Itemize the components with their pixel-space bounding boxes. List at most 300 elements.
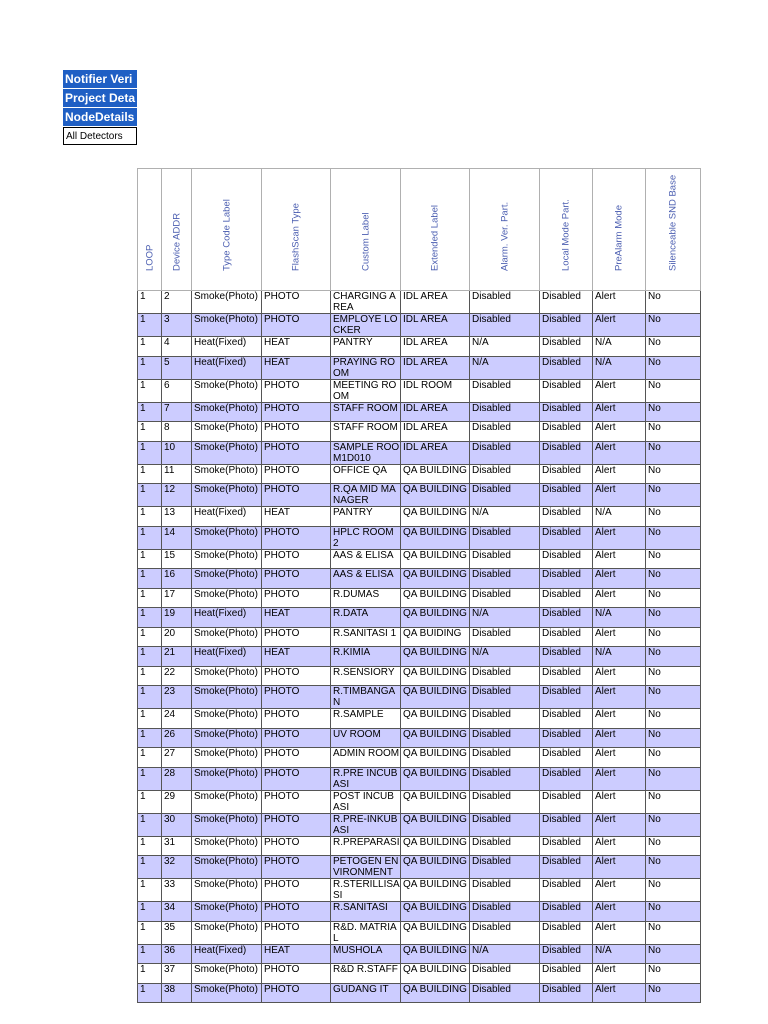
table-cell: N/A (593, 944, 646, 964)
table-cell: No (646, 549, 701, 569)
table-cell: R.PREPARASI (331, 836, 401, 856)
table-cell: Disabled (540, 526, 593, 549)
column-header (331, 169, 401, 291)
table-cell: Smoke(Photo) (192, 748, 262, 768)
table-cell: No (646, 337, 701, 357)
table-cell: Alert (593, 666, 646, 686)
column-header-label: FlashScan Type (290, 203, 302, 271)
table-cell: PANTRY (331, 507, 401, 527)
table-cell: 12 (162, 484, 192, 507)
table-cell: QA BUILDING (401, 728, 470, 748)
table-row (138, 291, 701, 314)
table-cell: No (646, 983, 701, 1003)
table-cell: HEAT (262, 356, 331, 379)
table-cell: No (646, 507, 701, 527)
table-cell: 1 (138, 464, 162, 484)
table-row (138, 647, 701, 667)
table-cell: Disabled (470, 569, 540, 589)
table-cell: 15 (162, 549, 192, 569)
table-cell: PHOTO (262, 441, 331, 464)
table-cell: R.DUMAS (331, 588, 401, 608)
column-header (162, 169, 192, 291)
table-cell: 1 (138, 666, 162, 686)
table-cell: PHOTO (262, 709, 331, 729)
column-header-label: Silenceable SND Base (667, 174, 679, 271)
table-cell: Heat(Fixed) (192, 647, 262, 667)
table-cell: IDL AREA (401, 402, 470, 422)
table-cell: QA BUILDING (401, 921, 470, 944)
table-cell: IDL AREA (401, 291, 470, 314)
table-row (138, 526, 701, 549)
table-row (138, 441, 701, 464)
table-row (138, 666, 701, 686)
table-row (138, 790, 701, 813)
table-cell: No (646, 813, 701, 836)
table-cell: Alert (593, 748, 646, 768)
table-cell: No (646, 379, 701, 402)
table-header-row (138, 169, 701, 291)
table-cell: Alert (593, 964, 646, 984)
table-cell: EMPLOYE LOCKER (331, 314, 401, 337)
table-cell: No (646, 836, 701, 856)
table-cell: Smoke(Photo) (192, 484, 262, 507)
table-cell: PHOTO (262, 314, 331, 337)
table-cell: Disabled (470, 790, 540, 813)
table-cell: IDL AREA (401, 356, 470, 379)
table-cell: 1 (138, 314, 162, 337)
table-cell: Alert (593, 813, 646, 836)
table-cell: Disabled (470, 549, 540, 569)
table-cell: Alert (593, 549, 646, 569)
table-row (138, 902, 701, 922)
table-cell: PHOTO (262, 379, 331, 402)
column-header-label: PreAlarm Mode (613, 205, 625, 271)
table-cell: 1 (138, 441, 162, 464)
table-row (138, 767, 701, 790)
table-cell: 1 (138, 728, 162, 748)
table-cell: 1 (138, 748, 162, 768)
table-cell: QA BUILDING (401, 767, 470, 790)
table-cell: QA BUILDING (401, 944, 470, 964)
table-cell: 17 (162, 588, 192, 608)
table-body (138, 291, 701, 1003)
table-cell: No (646, 402, 701, 422)
table-cell: No (646, 790, 701, 813)
table-cell: R.SANITASI (331, 902, 401, 922)
table-cell: Alert (593, 767, 646, 790)
table-row (138, 964, 701, 984)
table-cell: Smoke(Photo) (192, 709, 262, 729)
table-cell: Alert (593, 569, 646, 589)
table-cell: 1 (138, 921, 162, 944)
table-cell: 5 (162, 356, 192, 379)
table-row (138, 813, 701, 836)
table-cell: Alert (593, 379, 646, 402)
table-cell: QA BUILDING (401, 608, 470, 628)
table-cell: GUDANG IT (331, 983, 401, 1003)
table-cell: Disabled (470, 836, 540, 856)
table-cell: QA BUILDING (401, 569, 470, 589)
table-row (138, 627, 701, 647)
table-row (138, 337, 701, 357)
table-cell: N/A (593, 356, 646, 379)
table-cell: QA BUILDING (401, 588, 470, 608)
table-cell: N/A (593, 507, 646, 527)
table-cell: 1 (138, 608, 162, 628)
table-cell: Disabled (540, 728, 593, 748)
table-cell: R.PRE INCUBASI (331, 767, 401, 790)
table-cell: Disabled (540, 964, 593, 984)
table-row (138, 549, 701, 569)
column-header-label: Custom Label (360, 212, 371, 271)
table-cell: STAFF ROOM (331, 402, 401, 422)
table-cell: R.PRE-INKUBASI (331, 813, 401, 836)
table-cell: R.SANITASI 1 (331, 627, 401, 647)
column-header (192, 169, 262, 291)
table-cell: Disabled (540, 422, 593, 442)
table-cell: OFFICE QA (331, 464, 401, 484)
column-header-label: Local Mode Part. (560, 199, 572, 271)
table-row (138, 879, 701, 902)
table-cell: 7 (162, 402, 192, 422)
table-cell: Disabled (540, 767, 593, 790)
table-cell: PHOTO (262, 526, 331, 549)
tab-node-details[interactable]: NodeDetails (63, 108, 137, 126)
table-cell: Alert (593, 902, 646, 922)
table-cell: 1 (138, 856, 162, 879)
table-cell: R.QA MID MANAGER (331, 484, 401, 507)
table-row (138, 856, 701, 879)
table-cell: No (646, 526, 701, 549)
table-cell: HPLC ROOM 2 (331, 526, 401, 549)
column-header (540, 169, 593, 291)
table-cell: 1 (138, 356, 162, 379)
table-cell: 26 (162, 728, 192, 748)
table-cell: PHOTO (262, 748, 331, 768)
table-cell: QA BUILDING (401, 813, 470, 836)
table-cell: No (646, 569, 701, 589)
table-cell: Disabled (470, 441, 540, 464)
table-cell: Disabled (540, 314, 593, 337)
table-cell: Disabled (540, 337, 593, 357)
table-cell: IDL ROOM (401, 379, 470, 402)
table-cell: No (646, 588, 701, 608)
table-cell: Alert (593, 856, 646, 879)
table-cell: PHOTO (262, 549, 331, 569)
column-header-label: Type Code Label (221, 199, 232, 271)
table-cell: Disabled (540, 356, 593, 379)
table-cell: 23 (162, 686, 192, 709)
table-cell: 13 (162, 507, 192, 527)
table-cell: 24 (162, 709, 192, 729)
table-cell: PHOTO (262, 291, 331, 314)
table-cell: Smoke(Photo) (192, 314, 262, 337)
table-row (138, 569, 701, 589)
table-cell: HEAT (262, 337, 331, 357)
table-cell: PHOTO (262, 836, 331, 856)
table-cell: R.STERILLISASI (331, 879, 401, 902)
table-cell: Alert (593, 588, 646, 608)
table-cell: QA BUILDING (401, 709, 470, 729)
table-cell: QA BUIDING (401, 627, 470, 647)
table-cell: N/A (470, 647, 540, 667)
table-cell: R.DATA (331, 608, 401, 628)
table-cell: No (646, 666, 701, 686)
table-cell: Disabled (540, 441, 593, 464)
table-cell: Disabled (540, 484, 593, 507)
table-cell: PHOTO (262, 921, 331, 944)
table-cell: Smoke(Photo) (192, 921, 262, 944)
table-cell: Smoke(Photo) (192, 790, 262, 813)
table-cell: Disabled (470, 291, 540, 314)
table-cell: R.SENSIORY (331, 666, 401, 686)
table-cell: Smoke(Photo) (192, 422, 262, 442)
table-cell: 35 (162, 921, 192, 944)
table-cell: QA BUILDING (401, 879, 470, 902)
table-cell: No (646, 748, 701, 768)
table-cell: 1 (138, 902, 162, 922)
table-cell: R.KIMIA (331, 647, 401, 667)
table-cell: QA BUILDING (401, 484, 470, 507)
view-all-detectors[interactable]: All Detectors (63, 127, 137, 145)
table-cell: 38 (162, 983, 192, 1003)
table-cell: No (646, 441, 701, 464)
table-cell: QA BUILDING (401, 666, 470, 686)
table-cell: Alert (593, 402, 646, 422)
table-cell: Smoke(Photo) (192, 964, 262, 984)
table-cell: N/A (470, 944, 540, 964)
table-cell: Disabled (540, 921, 593, 944)
table-cell: 30 (162, 813, 192, 836)
table-cell: Disabled (470, 422, 540, 442)
table-cell: Smoke(Photo) (192, 767, 262, 790)
table-cell: Heat(Fixed) (192, 356, 262, 379)
table-cell: 1 (138, 507, 162, 527)
table-cell: 29 (162, 790, 192, 813)
table-cell: 28 (162, 767, 192, 790)
table-cell: Smoke(Photo) (192, 441, 262, 464)
tab-notifier-verification[interactable]: Notifier Veri (63, 70, 137, 88)
table-row (138, 379, 701, 402)
table-cell: IDL AREA (401, 441, 470, 464)
table-cell: R.SAMPLE (331, 709, 401, 729)
table-cell: 8 (162, 422, 192, 442)
table-cell: Alert (593, 422, 646, 442)
table-cell: 14 (162, 526, 192, 549)
table-cell: Disabled (540, 608, 593, 628)
table-cell: Alert (593, 314, 646, 337)
table-cell: 33 (162, 879, 192, 902)
table-cell: No (646, 944, 701, 964)
table-cell: PHOTO (262, 464, 331, 484)
table-cell: Disabled (540, 291, 593, 314)
table-cell: Disabled (470, 748, 540, 768)
table-cell: Alert (593, 921, 646, 944)
table-cell: N/A (470, 507, 540, 527)
table-cell: PHOTO (262, 422, 331, 442)
table-cell: Disabled (470, 588, 540, 608)
table-cell: Disabled (470, 627, 540, 647)
table-cell: HEAT (262, 608, 331, 628)
column-header (470, 169, 540, 291)
table-cell: 1 (138, 526, 162, 549)
table-cell: Alert (593, 686, 646, 709)
table-cell: 1 (138, 337, 162, 357)
table-cell: N/A (593, 337, 646, 357)
table-cell: Disabled (540, 813, 593, 836)
table-row (138, 464, 701, 484)
table-cell: Smoke(Photo) (192, 291, 262, 314)
table-cell: 27 (162, 748, 192, 768)
table-cell: PHOTO (262, 484, 331, 507)
table-cell: PHOTO (262, 728, 331, 748)
table-cell: No (646, 484, 701, 507)
table-row (138, 608, 701, 628)
table-cell: Heat(Fixed) (192, 608, 262, 628)
table-cell: Alert (593, 441, 646, 464)
table-cell: Disabled (470, 666, 540, 686)
table-cell: PHOTO (262, 856, 331, 879)
table-cell: 3 (162, 314, 192, 337)
table-cell: 1 (138, 879, 162, 902)
table-cell: Alert (593, 983, 646, 1003)
table-cell: No (646, 709, 701, 729)
table-cell: Disabled (540, 507, 593, 527)
table-cell: 34 (162, 902, 192, 922)
table-cell: No (646, 291, 701, 314)
table-cell: No (646, 356, 701, 379)
table-cell: PHOTO (262, 627, 331, 647)
table-row (138, 983, 701, 1003)
column-header (646, 169, 701, 291)
table-cell: Alert (593, 709, 646, 729)
column-header-label: Device ADDR (171, 212, 182, 271)
table-cell: ADMIN ROOM (331, 748, 401, 768)
table-cell: Disabled (540, 569, 593, 589)
table-cell: PANTRY (331, 337, 401, 357)
table-cell: Heat(Fixed) (192, 944, 262, 964)
table-cell: 1 (138, 944, 162, 964)
table-cell: Disabled (470, 484, 540, 507)
table-cell: QA BUILDING (401, 836, 470, 856)
table-cell: UV ROOM (331, 728, 401, 748)
table-cell: Alert (593, 879, 646, 902)
table-cell: N/A (593, 647, 646, 667)
table-cell: Disabled (470, 314, 540, 337)
table-cell: 31 (162, 836, 192, 856)
table-cell: Smoke(Photo) (192, 627, 262, 647)
table-cell: Disabled (540, 902, 593, 922)
detectors-table (137, 168, 701, 1003)
tab-project-details[interactable]: Project Deta (65, 91, 136, 105)
table-cell: PHOTO (262, 813, 331, 836)
table-cell: CHARGING AREA (331, 291, 401, 314)
table-cell: 1 (138, 836, 162, 856)
table-cell: Disabled (540, 944, 593, 964)
table-cell: No (646, 647, 701, 667)
table-row (138, 836, 701, 856)
table-row (138, 314, 701, 337)
table-cell: Smoke(Photo) (192, 379, 262, 402)
table-cell: Smoke(Photo) (192, 666, 262, 686)
table-cell: Alert (593, 836, 646, 856)
table-cell: Smoke(Photo) (192, 902, 262, 922)
table-cell: MEETING ROOM (331, 379, 401, 402)
table-cell: No (646, 464, 701, 484)
table-cell: QA BUILDING (401, 549, 470, 569)
table-cell: Disabled (470, 464, 540, 484)
table-cell: PHOTO (262, 666, 331, 686)
table-cell: 1 (138, 379, 162, 402)
table-cell: 1 (138, 983, 162, 1003)
table-cell: Smoke(Photo) (192, 549, 262, 569)
table-row (138, 944, 701, 964)
table-cell: Disabled (470, 983, 540, 1003)
table-cell: Disabled (470, 856, 540, 879)
table-row (138, 709, 701, 729)
table-cell: PHOTO (262, 767, 331, 790)
table-cell: Disabled (470, 964, 540, 984)
table-cell: Smoke(Photo) (192, 728, 262, 748)
column-header-label: LOOP (144, 244, 155, 271)
column-header-label: Extended Label (429, 204, 441, 271)
table-cell: IDL AREA (401, 337, 470, 357)
table-cell: R.TIMBANGAN (331, 686, 401, 709)
table-cell: IDL AREA (401, 314, 470, 337)
table-cell: N/A (470, 608, 540, 628)
column-header (401, 169, 470, 291)
table-cell: Smoke(Photo) (192, 464, 262, 484)
table-cell: Disabled (540, 588, 593, 608)
table-cell: Disabled (470, 709, 540, 729)
table-cell: No (646, 608, 701, 628)
table-cell: 1 (138, 569, 162, 589)
table-cell: QA BUILDING (401, 902, 470, 922)
table-cell: Disabled (540, 627, 593, 647)
table-cell: No (646, 728, 701, 748)
table-cell: Disabled (470, 526, 540, 549)
column-header (138, 169, 162, 291)
table-cell: 20 (162, 627, 192, 647)
table-cell: QA BUILDING (401, 856, 470, 879)
table-cell: N/A (593, 608, 646, 628)
table-cell: 1 (138, 291, 162, 314)
table-cell: QA BUILDING (401, 964, 470, 984)
table-cell: Disabled (540, 790, 593, 813)
sheet-tabs (63, 70, 137, 145)
table-row (138, 748, 701, 768)
table-cell: Alert (593, 790, 646, 813)
table-cell: Alert (593, 526, 646, 549)
table-cell: Smoke(Photo) (192, 588, 262, 608)
table-cell: Alert (593, 627, 646, 647)
table-cell: Smoke(Photo) (192, 402, 262, 422)
table-cell: AAS & ELISA (331, 549, 401, 569)
table-cell: QA BUILDING (401, 464, 470, 484)
table-cell: Smoke(Photo) (192, 879, 262, 902)
table-cell: POST INCUBASI (331, 790, 401, 813)
table-cell: Alert (593, 464, 646, 484)
column-header (593, 169, 646, 291)
table-cell: 32 (162, 856, 192, 879)
table-cell: QA BUILDING (401, 983, 470, 1003)
table-cell: Disabled (470, 379, 540, 402)
table-row (138, 422, 701, 442)
table-row (138, 356, 701, 379)
table-cell: Disabled (540, 402, 593, 422)
table-cell: No (646, 902, 701, 922)
table-cell: No (646, 856, 701, 879)
